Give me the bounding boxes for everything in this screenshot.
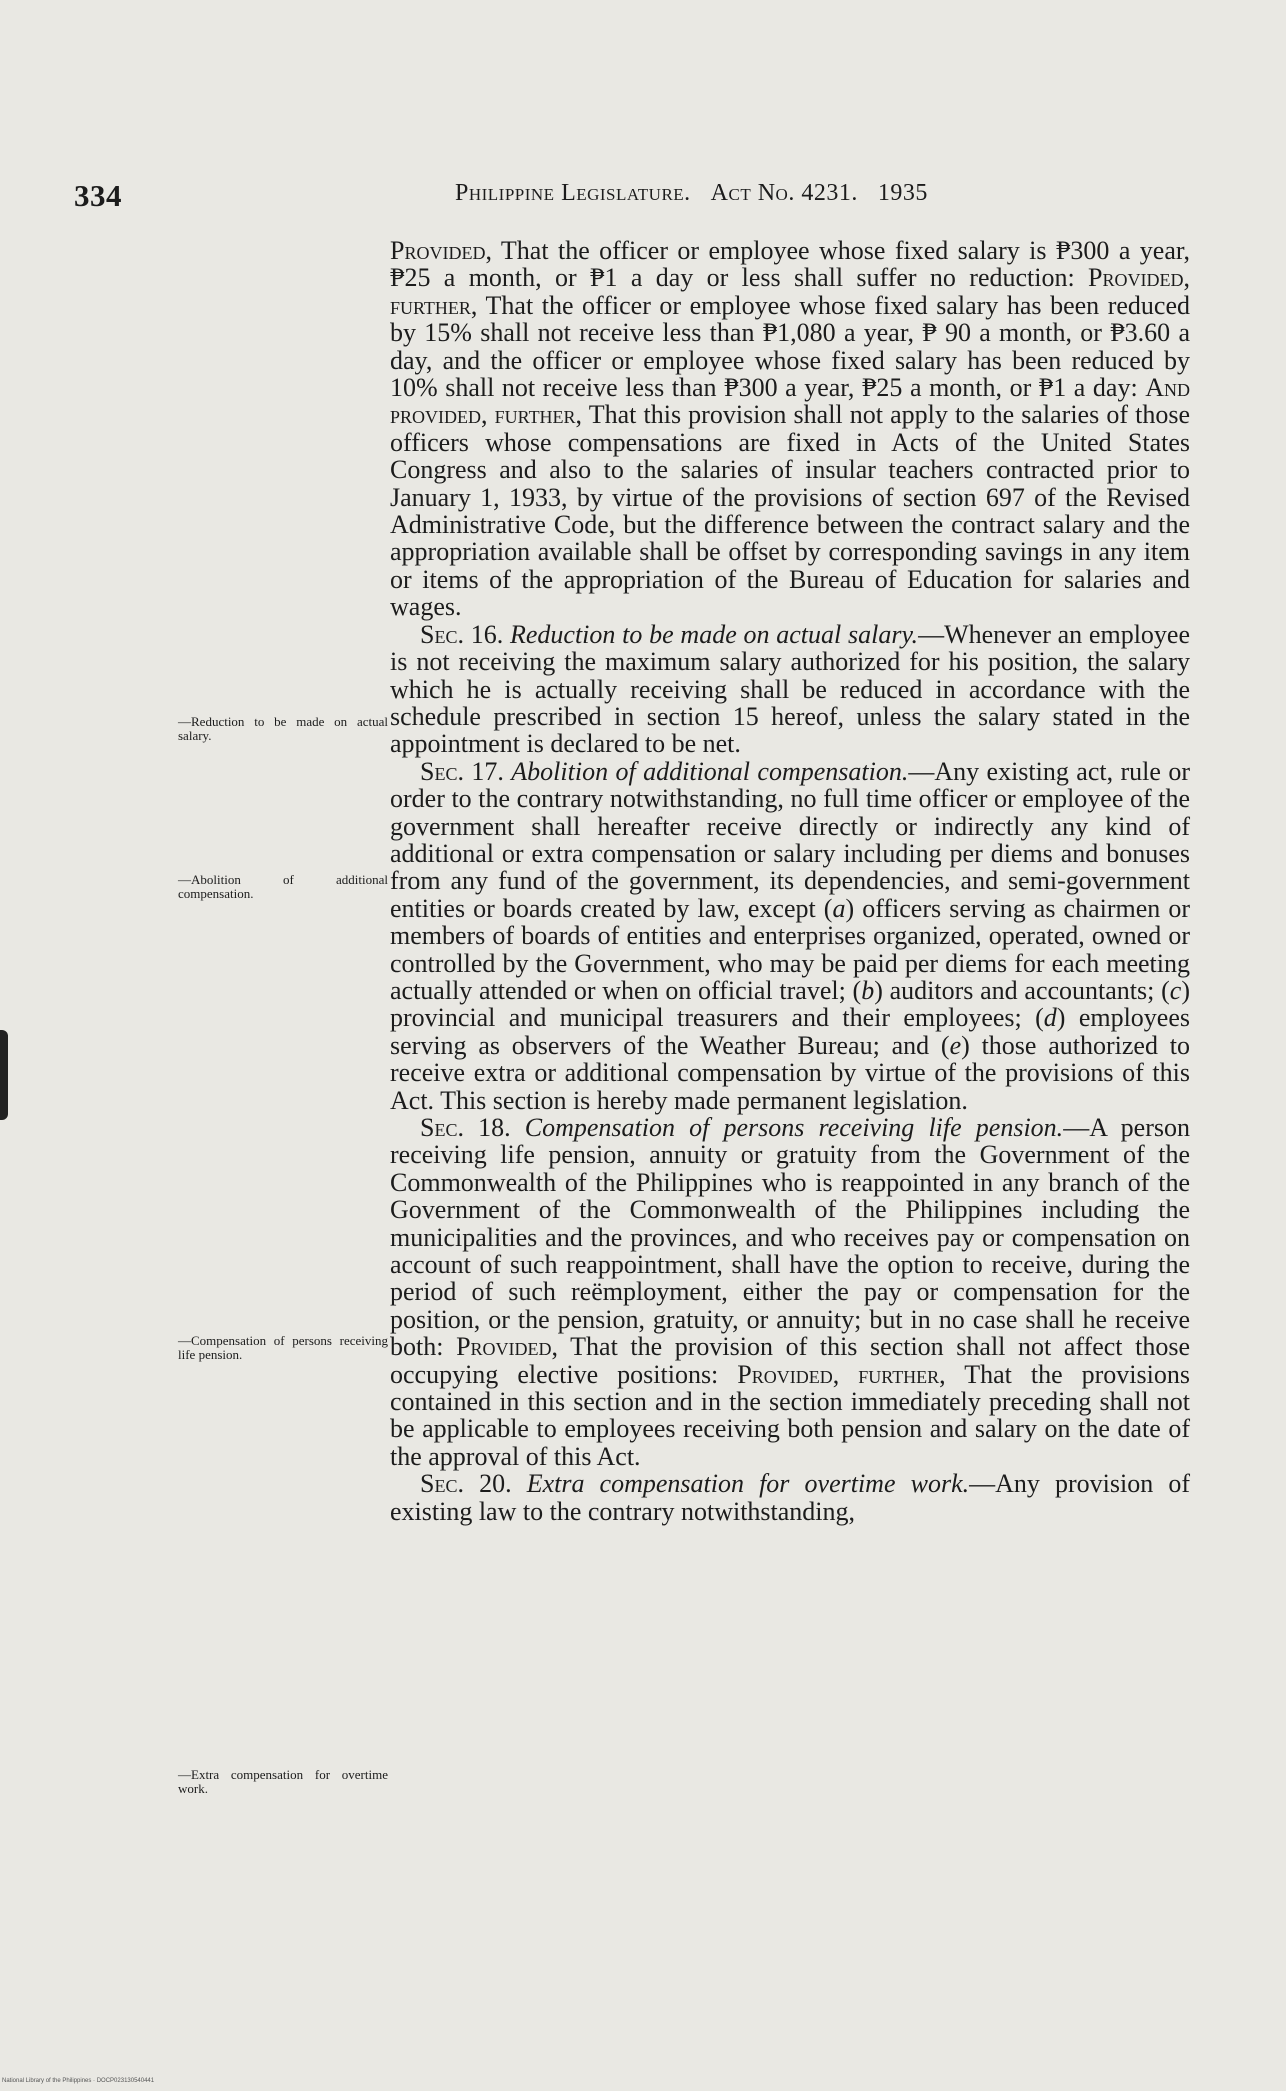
- margin-note-section-18: —Compensation of persons receiving life pension.: [178, 1333, 388, 1362]
- section-body: —Any existing act, rule or order to the contrary notwithstanding, no full time officer or employee of the government shall hereafter receive directly or indirectly any kind of additional or extra compensation or salary including per diems and bonuses from any fund of the government, its dependencies, and semi-government entities or boards created by law, except (: [390, 756, 1190, 923]
- section-number: Sec. 17.: [420, 756, 504, 786]
- body-text: [390, 237, 1190, 1525]
- scan-footer-tag: National Library of the Philippines · DOCP023130540441: [2, 2078, 155, 2084]
- keyword-provided: Provided,: [390, 236, 492, 265]
- section-body: That the provision of this section shall not affect those occupying elective positions:: [390, 1332, 1191, 1389]
- section-body: ) auditors and accountants; (: [874, 975, 1170, 1005]
- page-number: 334: [74, 178, 122, 213]
- running-head-title: Philippine Legislature.: [455, 180, 691, 206]
- section-20: [390, 1470, 1190, 1525]
- section-number: Sec. 18.: [420, 1113, 511, 1142]
- section-16: [390, 621, 1190, 758]
- section-title: Abolition of additional compensation.: [511, 756, 909, 786]
- item-letter: d: [1043, 1003, 1057, 1033]
- item-letter: a: [832, 893, 846, 923]
- section-title: Extra compensation for overtime work.: [526, 1469, 970, 1499]
- section-body: —Whenever an employee is not receiving the maximum salary authorized for his position, the salary which he is actually receiving shall be reduced in accordance with the schedule prescribed in section 15 hereof, unless the salary stated in the appointment is declared to be net.: [390, 619, 1190, 759]
- section-body: ) those authorized to receive extra or additional compensation by virtue of the provisions of this Act. This section is hereby made permanent legislation.: [390, 1030, 1190, 1115]
- paragraph-proviso: [390, 237, 1190, 621]
- section-body: ) provincial and municipal treasurers and their employees; (: [390, 975, 1190, 1033]
- item-letter: b: [861, 975, 875, 1005]
- item-letter: e: [949, 1030, 962, 1060]
- section-18: [390, 1114, 1190, 1470]
- text-run: That the officer or employee whose fixed salary has been reduced by 15% shall not receive less than ₱1,080 a year, ₱ 90 a month, or ₱3.60 a day, and the officer or employee whose fixed salary has been reduced by 10% shall not receive less than ₱300 a year, ₱25 a month, or ₱1 a day:: [390, 290, 1190, 403]
- section-body: That the provisions contained in this section and in the section immediately preceding shall not be applicable to employees receiving both pension and salary on the date of the approval of this Act.: [390, 1359, 1190, 1471]
- keyword-and-provided-further: And provided, further,: [390, 373, 1190, 430]
- keyword-provided-further: Provided, further,: [390, 263, 1190, 320]
- section-number: Sec. 16.: [420, 619, 504, 649]
- running-head-act: Act No. 4231.: [710, 180, 858, 206]
- section-body: —Any provision of existing law to the contrary notwithstanding,: [390, 1469, 1190, 1526]
- margin-note-section-17: —Abolition of additional compensation.: [178, 872, 388, 901]
- keyword-provided: Provided,: [456, 1332, 559, 1362]
- running-head: [455, 180, 1175, 207]
- text-run: That this provision shall not apply to the salaries of those officers whose compensations are fixed in Acts of the United States Congress and also to the salaries of insular teachers contracted prior to January 1, 1933, by virtue of the provisions of section 697 of the Revised Administrative Code, but the difference between the contract salary and the appropriation available shall be offset by corresponding savings in any item or items of the appropriation of the Bureau of Education for salaries and wages.: [390, 400, 1190, 622]
- margin-note-section-20: —Extra compensation for overtime work.: [178, 1767, 388, 1796]
- section-body: ) employees serving as observers of the Weather Bureau; and (: [390, 1003, 1191, 1060]
- keyword-provided-further: Provided, further,: [737, 1359, 946, 1389]
- section-number: Sec. 20.: [420, 1469, 512, 1499]
- section-body: ) officers serving as chairmen or members of boards of entities and enterprises organized, operated, owned or controlled by the Government, who may be paid per diems for each meeting actually attended or when on official travel; (: [390, 893, 1190, 1005]
- page-edge-shadow: [0, 1030, 8, 1120]
- item-letter: c: [1169, 975, 1182, 1005]
- margin-note-section-16: —Reduction to be made on actual salary.: [178, 714, 388, 743]
- section-title: Compensation of persons receiving life pension.: [524, 1113, 1064, 1142]
- section-body: —A person receiving life pension, annuity or gratuity from the Government of the Commonwealth of the Philippines who is reappointed in any branch of the Government of the Commonwealth of the Philippines including the municipalities and the provinces, and who receives pay or compensation on account of such reappointment, shall have the option to receive, during the period of such reëmployment, either the pay or compensation for the position, or the pension, gratuity, or annuity; but in no case shall he receive both:: [390, 1113, 1190, 1362]
- section-17: [390, 758, 1190, 1114]
- text-run: That the officer or employee whose fixed salary is ₱300 a year, ₱25 a month, or ₱1 a day or less shall suffer no reduction:: [390, 236, 1190, 293]
- running-head-year: 1935: [877, 180, 928, 206]
- section-title: Reduction to be made on actual salary.: [509, 619, 919, 649]
